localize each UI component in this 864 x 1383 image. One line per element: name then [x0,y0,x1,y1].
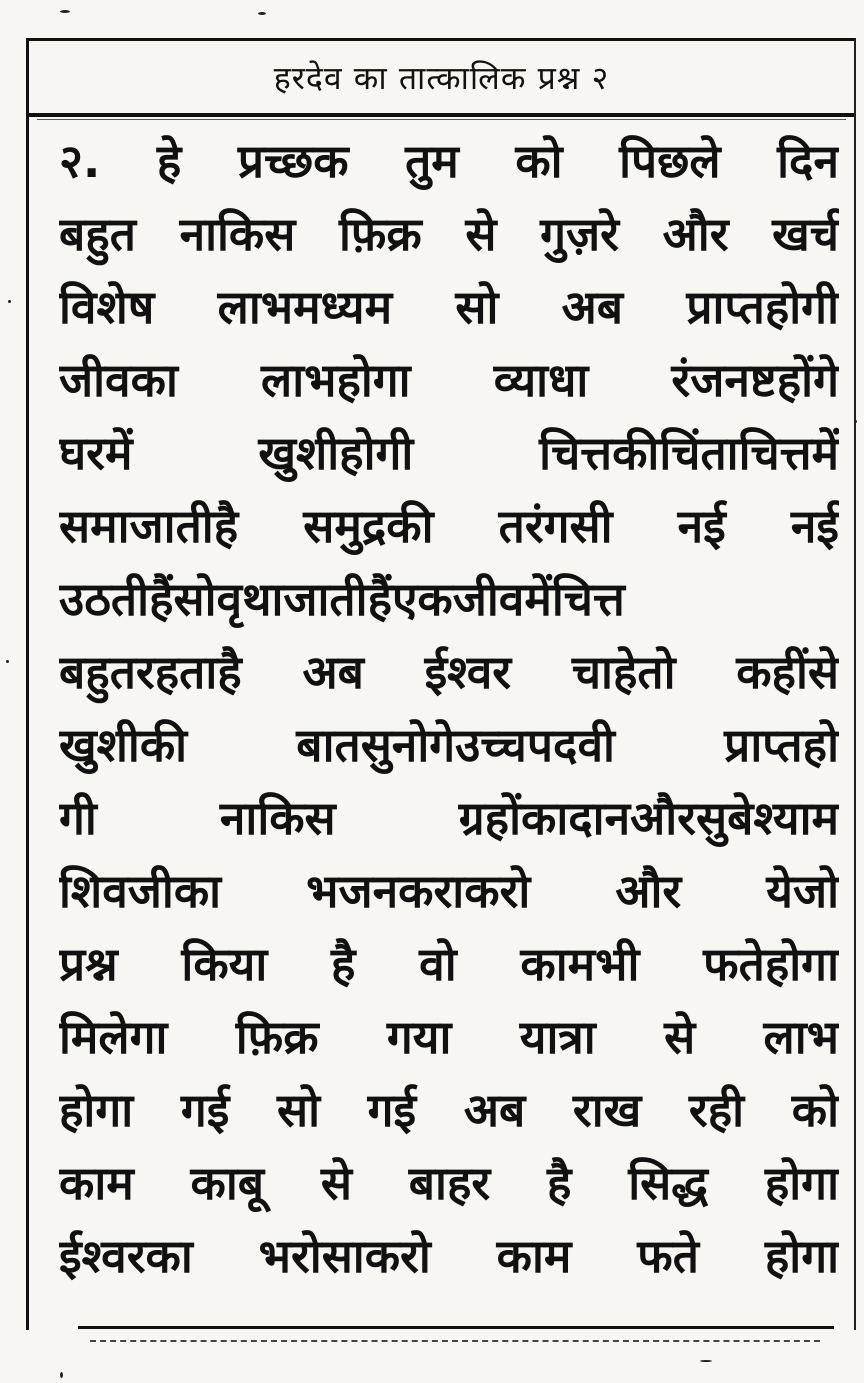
header [29,41,854,113]
passage-line: प्रश्न किया है वो कामभी फतेहोगा [59,937,839,991]
scan-speck [700,1360,712,1362]
passage-line: घरमें खुशीहोगी चित्तकीचिंताचित्तमें [59,426,839,480]
passage-line: होगा गई सो गई अब राख रही को [59,1083,839,1137]
passage-line: विशेष लाभमध्यम सो अब प्राप्तहोगी [59,280,839,334]
passage-line: २. हे प्रच्छक तुम को पिछले दिन [59,134,839,188]
header-rule [29,113,854,117]
scan-speck [258,12,266,15]
page-title: हरदेव का तात्कालिक प्रश्न २ [273,58,610,97]
passage-line: गी नाकिस ग्रहोंकादानऔरसुबेश्याम [59,791,839,845]
passage-line: ईश्वरका भरोसाकरो काम फते होगा [59,1229,839,1283]
passage-line: बहुतरहताहै अब ईश्वर चाहेतो कहींसे [59,645,839,699]
passage-line: खुशीकी बातसुनोगेउच्चपदवी प्राप्तहो [59,718,839,772]
passage-line: बहुत नाकिस फ़िक्र से गुज़रे और खर्च [59,207,839,261]
scan-speck [6,660,9,663]
bottom-rule-dashed [90,1340,820,1342]
scan-speck [8,300,11,303]
passage-line: काम काबू से बाहर है सिद्ध होगा [59,1156,839,1210]
passage-line: मिलेगा फ़िक्र गया यात्रा से लाभ [59,1010,839,1064]
scan-speck [60,1372,63,1378]
scan-speck [60,10,70,13]
passage-line: जीवका लाभहोगा व्याधा रंजनष्टहोंगे [59,353,839,407]
header-rule-thin [37,119,846,120]
passage-line: समाजातीहै समुद्रकी तरंगसी नई नई [59,499,839,553]
passage-line: उठतीहैंसोवृथाजातीहैंएकजीवमेंचित्त [59,572,625,626]
bottom-rule [78,1326,834,1329]
passage [59,125,839,1293]
article-frame [26,38,856,1330]
passage-line: शिवजीका भजनकराकरो और येजो [59,864,839,918]
